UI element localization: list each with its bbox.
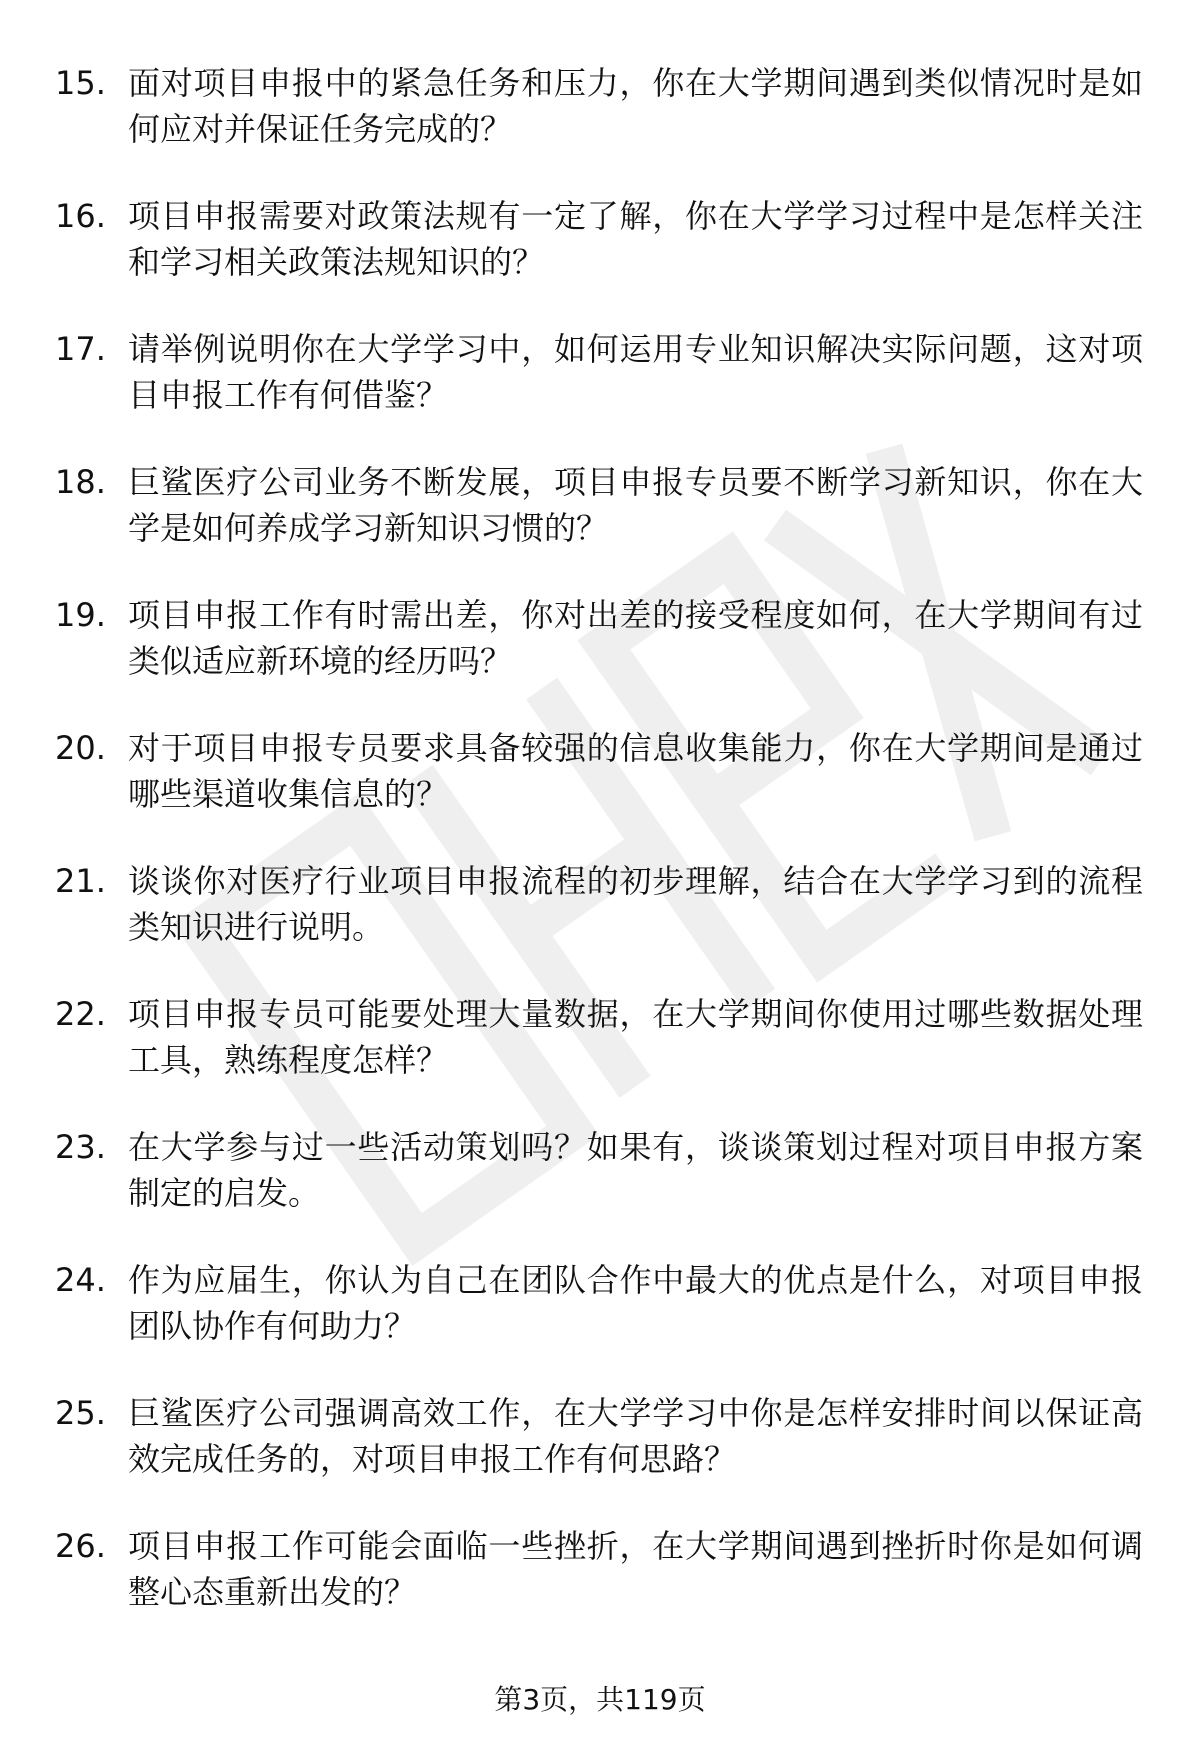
question-number: 22. [55, 995, 106, 1033]
question-number: 21. [55, 862, 106, 900]
question-number: 19. [55, 596, 106, 634]
question-number: 26. [55, 1527, 106, 1565]
question-number: 18. [55, 463, 106, 501]
question-item [0, 459, 1200, 592]
question-text: 项目申报工作有时需出差，你对出差的接受程度如何，在大学期间有过类似适应新环境的经历吗？ [128, 596, 1143, 680]
page-footer [0, 1680, 1200, 1720]
question-item [0, 1124, 1200, 1257]
question-text: 谈谈你对医疗行业项目申报流程的初步理解，结合在大学学习到的流程类知识进行说明。 [128, 862, 1143, 946]
question-text: 在大学参与过一些活动策划吗？如果有，谈谈策划过程对项目申报方案制定的启发。 [128, 1128, 1143, 1212]
question-text: 面对项目申报中的紧急任务和压力，你在大学期间遇到类似情况时是如何应对并保证任务完成的？ [128, 64, 1143, 148]
question-item [0, 193, 1200, 326]
page-number-label: 第3页，共119页 [494, 1683, 706, 1716]
question-text: 巨鲨医疗公司强调高效工作，在大学学习中你是怎样安排时间以保证高效完成任务的，对项目申报工作有何思路？ [128, 1394, 1143, 1478]
question-number: 25. [55, 1394, 106, 1432]
question-text: 请举例说明你在大学学习中，如何运用专业知识解决实际问题，这对项目申报工作有何借鉴？ [128, 330, 1143, 414]
question-number: 20. [55, 729, 106, 767]
question-item [0, 858, 1200, 991]
question-number: 17. [55, 330, 106, 368]
question-item [0, 1257, 1200, 1390]
question-text: 作为应届生，你认为自己在团队合作中最大的优点是什么，对项目申报团队协作有何助力？ [128, 1261, 1143, 1345]
question-item [0, 1390, 1200, 1523]
question-text: 项目申报需要对政策法规有一定了解，你在大学学习过程中是怎样关注和学习相关政策法规知识的？ [128, 197, 1143, 281]
question-text: 项目申报工作可能会面临一些挫折，在大学期间遇到挫折时你是如何调整心态重新出发的？ [128, 1527, 1143, 1611]
question-item [0, 1523, 1200, 1656]
question-item [0, 725, 1200, 858]
question-number: 23. [55, 1128, 106, 1166]
question-text: 对于项目申报专员要求具备较强的信息收集能力，你在大学期间是通过哪些渠道收集信息的？ [128, 729, 1143, 813]
question-number: 16. [55, 197, 106, 235]
question-item [0, 60, 1200, 193]
question-number: 15. [55, 64, 106, 102]
question-item [0, 991, 1200, 1124]
question-text: 巨鲨医疗公司业务不断发展，项目申报专员要不断学习新知识，你在大学是如何养成学习新知识习惯的？ [128, 463, 1143, 547]
question-text: 项目申报专员可能要处理大量数据，在大学期间你使用过哪些数据处理工具，熟练程度怎样？ [128, 995, 1143, 1079]
question-item [0, 592, 1200, 725]
question-item [0, 326, 1200, 459]
question-number: 24. [55, 1261, 106, 1299]
question-list [0, 60, 1200, 1656]
